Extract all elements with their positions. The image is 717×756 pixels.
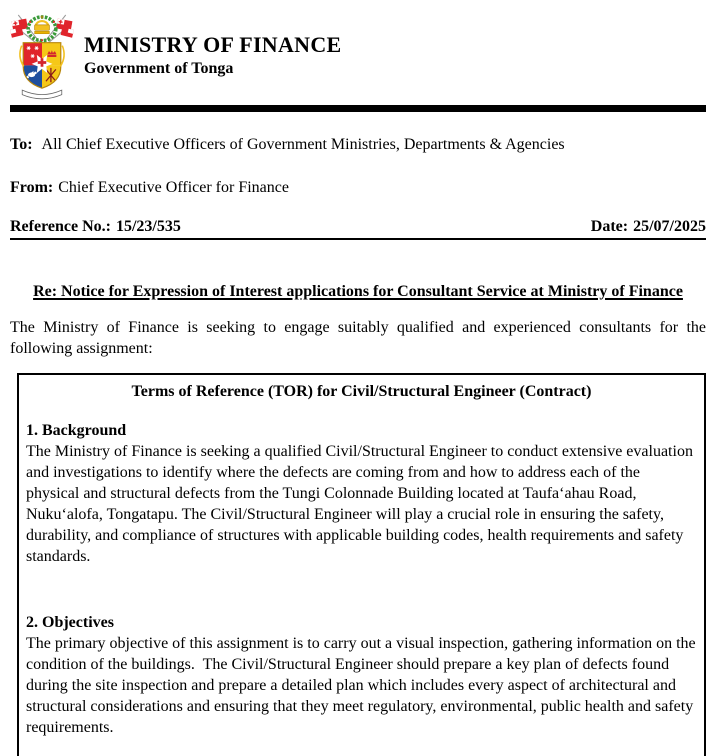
from-label: From: — [10, 179, 54, 196]
reference-label: Reference No.: — [10, 218, 111, 235]
tor-body-background: The Ministry of Finance is seeking a qualified Civil/Structural Engineer to conduct extensive evaluation and investigations to identify where the defects are coming from and how to address each of the physical and structural defects from the Tungi Colonnade Building located at Taufa‘ahau Road, Nuku‘alofa, Tongatapu. The Civil/Structural Engineer will play a crucial role in ensuring the safety, durability, and compliance of structures with applicable building codes, health requirements and safety standards. — [26, 443, 697, 565]
date-value: 25/07/2025 — [633, 218, 706, 235]
header-rule — [10, 105, 706, 112]
government-name: Government of Tonga — [84, 60, 234, 77]
reference-date-line — [10, 216, 706, 240]
subject-line: Re: Notice for Expression of Interest applications for Consultant Service at Ministry of Finance — [33, 283, 683, 300]
tor-title: Terms of Reference (TOR) for Civil/Structural Engineer (Contract) — [131, 383, 592, 400]
letterhead-text — [84, 12, 342, 79]
tor-box — [17, 373, 706, 756]
reference-number — [10, 216, 181, 237]
tor-body-objectives: The primary objective of this assignment is to carry out a visual inspection, gathering information on the condition of the buildings. The Civil/Structural Engineer should prepare a key plan of defects found during the site inspection and prepare a detailed plan which includes every aspect of architectural and structural considerations and ensuring that they meet regulatory, environmental, public health and safety requirements. — [26, 635, 700, 736]
reference-value: 15/23/535 — [115, 218, 181, 235]
tor-heading-objectives: 2. Objectives — [26, 614, 114, 631]
tor-section-background — [26, 420, 697, 567]
to-label: To: — [10, 136, 33, 153]
tonga-coat-of-arms-icon — [10, 12, 74, 103]
ministry-name: MINISTRY OF FINANCE — [84, 32, 342, 57]
date-label: Date: — [590, 218, 629, 235]
to-line — [10, 134, 706, 155]
right-flag2-icon — [61, 27, 74, 38]
tor-heading-background: 1. Background — [26, 422, 127, 439]
intro-paragraph: The Ministry of Finance is seeking to engage suitably qualified and experienced consultants for the following assignment: — [10, 319, 706, 357]
date — [591, 216, 706, 237]
letterhead — [10, 12, 706, 103]
tor-section-objectives — [26, 612, 700, 738]
left-flag2-icon — [10, 27, 23, 38]
from-line — [10, 177, 706, 198]
from-value: Chief Executive Officer for Finance — [58, 179, 289, 196]
motto-ribbon-icon — [22, 90, 62, 99]
to-value: All Chief Executive Officers of Government Ministries, Departments & Agencies — [41, 136, 565, 153]
